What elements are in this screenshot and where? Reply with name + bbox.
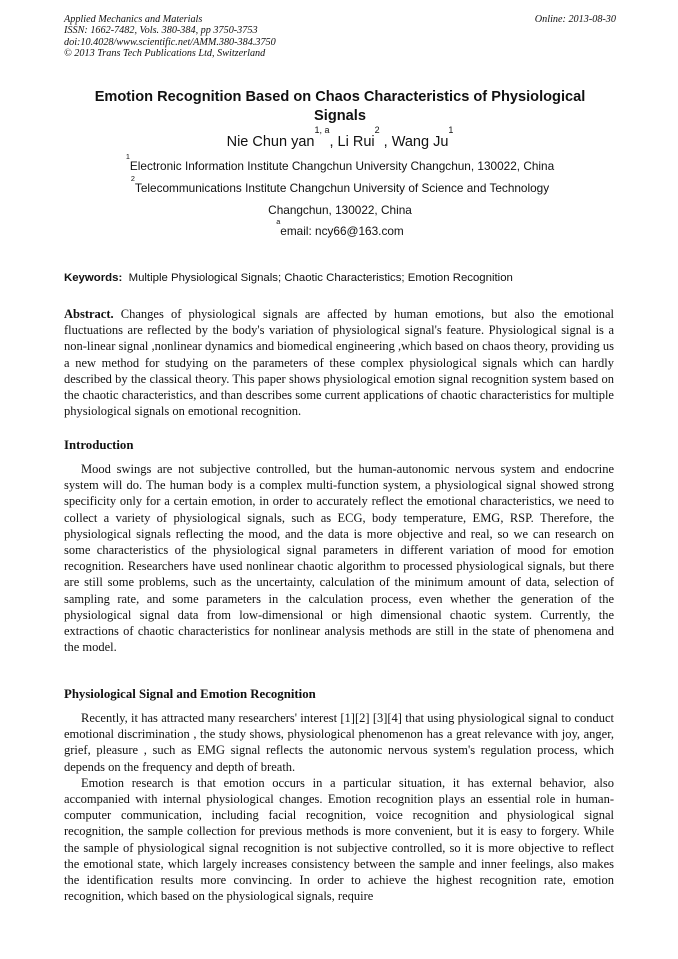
- introduction-body: [64, 461, 614, 655]
- introduction-paragraph: Mood swings are not subjective controlled, but the human-autonomic nervous system and endocrine system will do. The human body is a complex multi-function system, a physiological signal showed strong specificity only for a certain emotion, in order to accurately reflect the emotional characteristics, we need to collect a variety of physiological signals, such as ECG, body temperature, EMG, RSP. Therefore, the physiological signals reflecting the mood, and the data is more objective and real, so we can research on some characteristics of the physiological signal parameters in different variation of mood for emotion recognition. Researchers have used nonlinear chaotic algorithm to processed physiological signals, but there are still some problems, such as the uncertainty, calculation of the minimum amount of data, selection of sampling rate, and some parameters in the calculation process, even whether the generation of the physiological signal data from low-dimensional or high dimensional chaotic system. Currently, the extractions of chaotic characteristics for nonlinear analysis methods are still in the state of phenomena and the model.: [64, 462, 614, 655]
- author-list: [64, 125, 616, 151]
- author-separator: ,: [329, 134, 338, 150]
- keywords: [64, 272, 624, 284]
- journal-header: [64, 14, 616, 60]
- author-2: Li Rui: [337, 134, 375, 150]
- author-1-affiliation: 1, a: [314, 125, 330, 136]
- doi-line: doi:10.4028/www.scientific.net/AMM.380-384.3750: [64, 36, 276, 48]
- abstract-label: Abstract.: [64, 307, 114, 321]
- section-heading-introduction: Introduction: [64, 438, 134, 452]
- title-line-1: Emotion Recognition Based on Chaos Characteristics of Physiological: [94, 89, 586, 105]
- abstract-text: Changes of physiological signals are affected by human emotions, but also the emotional fluctuations are reflected by the body's variation of physiological signal's feature. Physiological signal is a non-linear signal ,nonlinear dynamics and biomedical engineering ,which based on chaos theory, providing us a new method for studying on the parameters of these complex physiological signals which can hardly described by the classical theory. This paper shows physiological emotion signal recognition system based on the chaotic characteristics, and than describes some current applications of chaotic characteristics for multiple physiological signals on emotional recognition.: [64, 307, 614, 419]
- journal-name: Applied Mechanics and Materials: [64, 14, 203, 25]
- author-email: $^a$email: ncy66@163.com: [276, 216, 404, 238]
- copyright-line: © 2013 Trans Tech Publications Ltd, Switzerland: [64, 48, 266, 60]
- keywords-text: Multiple Physiological Signals; Chaotic Characteristics; Emotion Recognition: [128, 272, 513, 284]
- physiological-paragraph-2: Emotion research is that emotion occurs in a particular situation, it has external behavior, also accompanied with internal physiological changes. Emotion recognition plays an essential role in human-computer communication, including facial recognition, voice recognition and physiological signal recognition, the sample collection for previous methods is more convenient, but it is easy to forgery. While the sample of physiological signal recognition is not subjective controlled, so it is more objective to reflect the emotional state, which largely increases consistency between the sample and inner feelings, also makes the identification results more convincing. In order to achieve the highest recognition rate, emotion recognition, which based on the physiological signals, require: [64, 775, 614, 904]
- keywords-label: Keywords:: [64, 272, 123, 284]
- affiliation-2-city: Changchun, 130022, China: [268, 203, 412, 217]
- online-date: Online: 2013-08-30: [534, 14, 616, 25]
- author-3: Wang Ju: [391, 134, 449, 150]
- title-line-2: Signals: [314, 108, 366, 124]
- abstract: [64, 306, 614, 419]
- author-1: Nie Chun yan: [226, 134, 315, 150]
- section-heading-physiological: Physiological Signal and Emotion Recognition: [64, 687, 316, 701]
- physiological-section-body: [64, 710, 614, 904]
- author-3-affiliation: 1: [448, 125, 454, 136]
- paper-title: [64, 88, 616, 126]
- author-separator: ,: [379, 134, 392, 150]
- affiliation-1: $^1$Electronic Information Institute Changchun University Changchun, 130022, China: [125, 151, 555, 173]
- issn-line: ISSN: 1662-7482, Vols. 380-384, pp 3750-3753: [64, 25, 258, 37]
- physiological-paragraph-1: Recently, it has attracted many researchers' interest [1][2] [3][4] that using physiological signal to conduct emotional discrimination , the study shows, physiological phenomenon has a great relevance with joy, anger, grief, pleasure , such as EMG signal reflects the autonomic nervous system's regulation process, which depends on the frequency and depth of breath.: [64, 711, 614, 774]
- affiliation-2: $^2$Telecommunications Institute Changchun University of Science and Technology: [130, 173, 550, 195]
- author-2-affiliation: 2: [374, 125, 380, 136]
